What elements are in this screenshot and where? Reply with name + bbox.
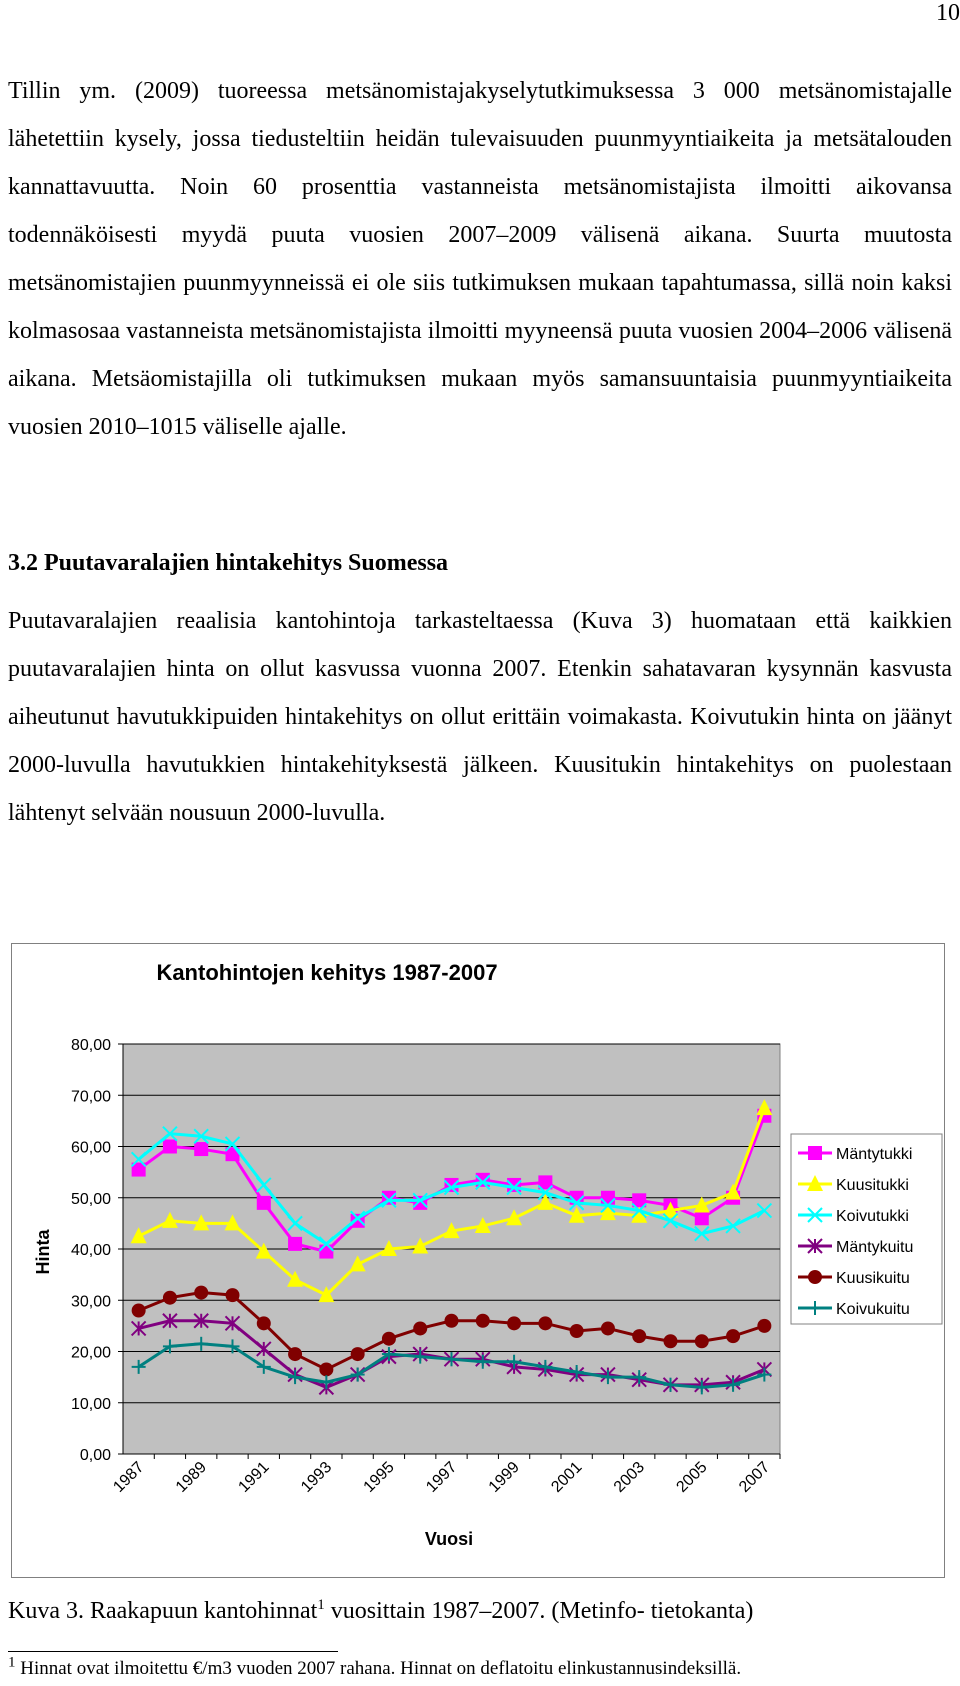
x-axis-label: Vuosi (424, 1529, 474, 1549)
data-point (257, 1196, 271, 1210)
data-point (726, 1329, 740, 1343)
legend-label: Mäntytukki (836, 1146, 913, 1163)
paragraph-1: Tillin ym. (2009) tuoreessa metsänomistajakyselytutkimuksessa 3 000 metsänomistajalle lähetettiin kysely, jossa tiedusteltiin heidän tulevaisuuden puunmyyntiaikeita ja metsätalouden kannattavuutta. Noin 60 prosenttia vastanneista metsänomistajista ilmoitti aikovansa todennäköisesti myydä puuta vuosien 2007–2009 välisenä aikana. Suurta muutosta metsänomistajien puunmyynneissä ei ole siis tutkimuksen mukaan tapahtumassa, sillä noin kaksi kolmasosaa vastanneista metsänomistajista ilmoitti myyneensä puuta vuosien 2004–2006 välisenä aikana. Metsäomistajilla oli tutkimuksen mukaan myös samansuuntaisia puunmyyntiaikeita vuosien 2010–1015 väliselle ajalle. (8, 78, 952, 440)
data-point (319, 1245, 333, 1259)
y-tick-label: 0,00 (79, 1447, 111, 1464)
data-point (507, 1316, 521, 1330)
data-point (288, 1237, 302, 1251)
chart-legend (791, 1134, 942, 1324)
data-point (757, 1319, 771, 1333)
data-point (476, 1173, 490, 1187)
y-tick-label: 10,00 (70, 1395, 111, 1413)
line-chart (12, 944, 944, 1577)
y-tick-label: 30,00 (70, 1293, 111, 1311)
chart-frame (11, 943, 945, 1578)
x-tick-label: 1993 (297, 1458, 336, 1496)
data-point (288, 1347, 302, 1361)
y-tick-label: 20,00 (70, 1344, 111, 1362)
data-point (538, 1316, 552, 1330)
legend-marker (808, 1146, 822, 1160)
x-tick-label: 2001 (548, 1458, 586, 1496)
paragraph-2: Puutavaralajien reaalisia kantohintoja tarkasteltaessa (Kuva 3) huomataan että kaikkien puutavaralajien hinta on ollut kasvussa vuonna 2007. Etenkin sahatavaran kysynnän kasvusta aiheutunut havutukkipuiden hintakehitys on ollut erittäin voimakasta. Koivutukin hinta on jäänyt 2000-luvulla havutukkien hintakehityksestä jälkeen. Kuusitukin hintakehitys on puolestaan lähtenyt selvään nousuun 2000-luvulla. (8, 608, 952, 826)
figure-caption (8, 1598, 753, 1625)
y-tick-label: 40,00 (70, 1242, 111, 1259)
data-point (476, 1314, 490, 1328)
data-point (382, 1332, 396, 1346)
y-tick-label: 50,00 (70, 1190, 111, 1208)
legend-label: Koivukuitu (836, 1301, 910, 1318)
data-point (132, 1304, 146, 1318)
data-point (445, 1314, 459, 1328)
footnote-mark: 1 (8, 1654, 16, 1671)
data-point (601, 1191, 615, 1205)
x-tick-label: 1987 (110, 1458, 148, 1496)
footnote-divider (8, 1651, 338, 1652)
data-point (163, 1140, 177, 1154)
legend-marker (808, 1270, 822, 1284)
x-tick-label: 1999 (485, 1458, 523, 1496)
legend-marker (808, 1301, 822, 1315)
legend-label: Koivutukki (836, 1208, 909, 1225)
x-tick-label: 2007 (735, 1458, 774, 1496)
data-point (507, 1178, 521, 1192)
x-tick-label: 2005 (673, 1458, 711, 1496)
data-point (413, 1321, 427, 1335)
y-tick-label: 60,00 (70, 1139, 111, 1157)
data-point (163, 1291, 177, 1305)
x-tick-label: 1989 (172, 1458, 211, 1496)
data-point (194, 1286, 208, 1300)
footnote (8, 1654, 742, 1680)
data-point (664, 1334, 678, 1348)
y-tick-label: 80,00 (70, 1037, 111, 1054)
data-point (226, 1288, 240, 1302)
y-axis-label: Hinta (33, 1229, 53, 1275)
caption-footnote-mark: 1 (317, 1597, 325, 1613)
legend-label: Kuusikuitu (836, 1270, 910, 1287)
section-heading: 3.2 Puutavaralajien hintakehitys Suomessa (8, 550, 449, 576)
footnote-text: Hinnat ovat ilmoitettu €/m3 vuoden 2007 rahana. Hinnat on deflatoitu elinkustannusindeksillä. (15, 1658, 742, 1679)
x-tick-label: 2003 (610, 1458, 649, 1496)
legend-label: Kuusitukki (836, 1177, 909, 1194)
data-point (351, 1347, 365, 1361)
caption-text: Kuva 3. Raakapuun kantohinnat (8, 1598, 318, 1624)
data-point (601, 1321, 615, 1335)
data-point (695, 1334, 709, 1348)
x-tick-label: 1995 (360, 1458, 398, 1496)
data-point (319, 1362, 333, 1376)
data-point (632, 1329, 646, 1343)
data-point (695, 1211, 709, 1225)
data-point (257, 1316, 271, 1330)
legend-label: Mäntykuitu (836, 1239, 914, 1256)
x-tick-label: 1991 (235, 1458, 273, 1496)
data-point (570, 1324, 584, 1338)
y-tick-label: 70,00 (70, 1088, 111, 1106)
chart-title: Kantohintojen kehitys 1987-2007 (156, 960, 498, 985)
plot-area (71, 1037, 780, 1496)
caption-rest: vuosittain 1987–2007. (Metinfo- tietokanta) (324, 1598, 754, 1624)
page-number: 10 (936, 0, 960, 26)
x-tick-label: 1997 (423, 1458, 461, 1496)
data-point (194, 1142, 208, 1156)
